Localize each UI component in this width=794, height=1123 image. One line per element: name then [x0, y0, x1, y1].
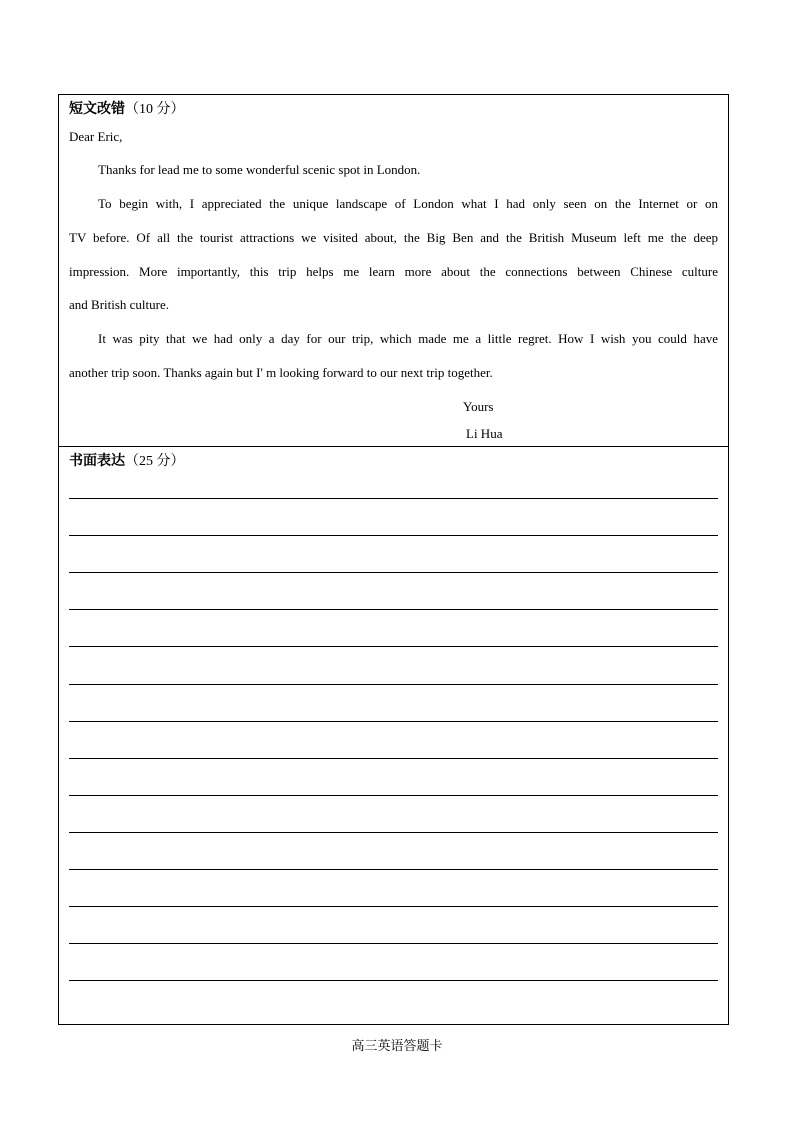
- salutation: Dear Eric,: [69, 129, 123, 144]
- letter-closing: Yours: [463, 399, 494, 414]
- writing-line[interactable]: [69, 980, 718, 981]
- passage-line-7: another trip soon. Thanks again but I' m looking forward to our next trip together.: [69, 365, 493, 380]
- passage-line-6: It was pity that we had only a day for our trip, which made me a little regret. How I wish you could have: [98, 331, 718, 346]
- writing-points: （25 分）: [125, 454, 185, 469]
- writing-line[interactable]: [69, 646, 718, 647]
- passage-line-1: Thanks for lead me to some wonderful scenic spot in London.: [98, 162, 421, 177]
- writing-heading: [69, 453, 185, 471]
- error-correction-section: [59, 95, 728, 447]
- writing-line[interactable]: [69, 498, 718, 499]
- letter-signature: Li Hua: [466, 426, 503, 441]
- writing-line[interactable]: [69, 906, 718, 907]
- error-correction-points: （10 分）: [125, 102, 185, 117]
- writing-line[interactable]: [69, 609, 718, 610]
- writing-line[interactable]: [69, 535, 718, 536]
- writing-line[interactable]: [69, 721, 718, 722]
- writing-line[interactable]: [69, 832, 718, 833]
- error-correction-heading: [69, 101, 185, 119]
- writing-line[interactable]: [69, 943, 718, 944]
- passage-line-5: and British culture.: [69, 297, 170, 312]
- passage-line-2: To begin with, I appreciated the unique landscape of London what I had only seen on the Internet or on: [98, 196, 718, 211]
- page-footer: 高三英语答题卡: [351, 1039, 443, 1054]
- answer-card: [58, 94, 729, 1025]
- writing-line[interactable]: [69, 684, 718, 685]
- writing-line[interactable]: [69, 869, 718, 870]
- passage-line-4: impression. More importantly, this trip helps me learn more about the connections between Chinese culture: [69, 264, 718, 279]
- writing-line[interactable]: [69, 572, 718, 573]
- writing-title: 书面表达: [69, 454, 125, 469]
- writing-line[interactable]: [69, 758, 718, 759]
- passage-line-3: TV before. Of all the tourist attractions we visited about, the Big Ben and the British Museum left me the deep: [69, 230, 718, 245]
- error-correction-title: 短文改错: [69, 102, 125, 117]
- writing-line[interactable]: [69, 795, 718, 796]
